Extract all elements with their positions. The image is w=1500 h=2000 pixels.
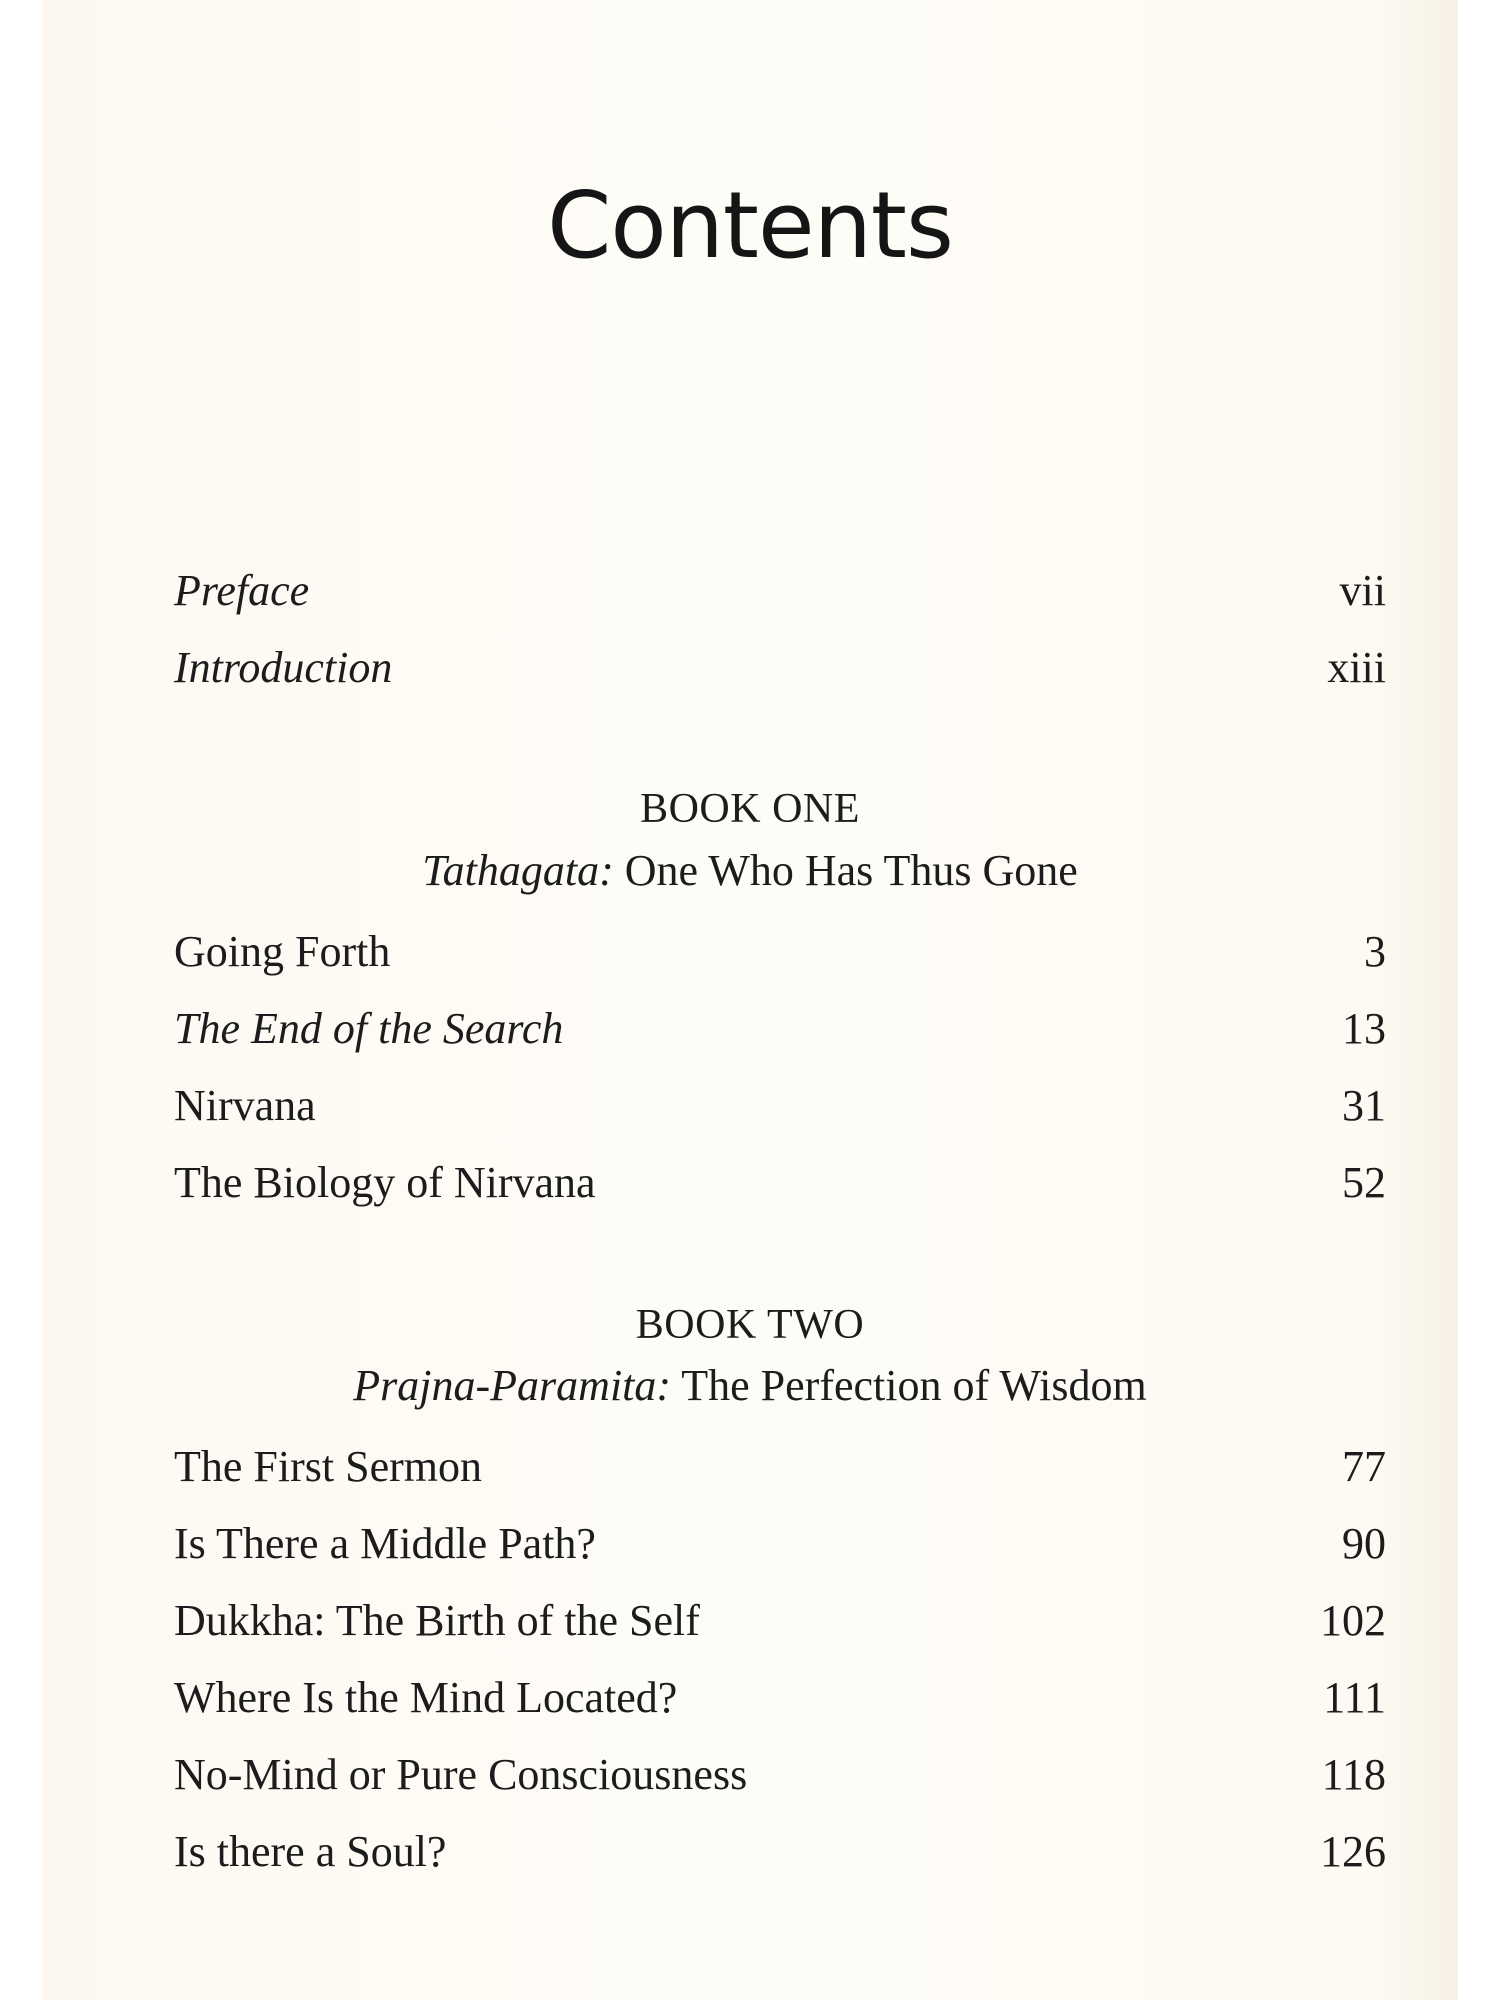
toc-entry-soul[interactable] xyxy=(174,1824,1386,1880)
toc-entry-page: 77 xyxy=(1342,1442,1386,1491)
book-one-subtitle xyxy=(42,843,1458,899)
book-one-subtitle-text: One Who Has Thus Gone xyxy=(613,846,1078,895)
toc-entry-page: 126 xyxy=(1320,1827,1386,1876)
toc-entry-no-mind[interactable] xyxy=(174,1747,1386,1803)
toc-entry-biology-of-nirvana[interactable] xyxy=(174,1155,1386,1211)
toc-entry-label: The First Sermon xyxy=(174,1442,482,1491)
toc-entry-label: Going Forth xyxy=(174,927,391,976)
toc-entry-label: Is There a Middle Path? xyxy=(174,1519,596,1568)
toc-entry-page: vii xyxy=(1339,566,1386,615)
toc-entry-going-forth[interactable] xyxy=(174,924,1386,980)
toc-entry-page: 13 xyxy=(1342,1004,1386,1053)
book-page xyxy=(42,0,1458,2000)
toc-entry-first-sermon[interactable] xyxy=(174,1439,1386,1495)
toc-entry-label: Nirvana xyxy=(174,1081,316,1130)
book-one-subtitle-emphasis: Tathagata: xyxy=(422,846,614,895)
toc-entry-middle-path[interactable] xyxy=(174,1516,1386,1572)
toc-entry-label: The Biology of Nirvana xyxy=(174,1158,596,1207)
toc-entry-page: 111 xyxy=(1323,1673,1386,1722)
toc-entry-label: The End of the Search xyxy=(174,1004,564,1053)
book-two-subtitle-text: The Perfection of Wisdom xyxy=(671,1361,1147,1410)
book-two-heading: BOOK TWO xyxy=(635,1302,865,1348)
toc-entry-page: 31 xyxy=(1342,1081,1386,1130)
toc-entry-page: 118 xyxy=(1321,1750,1386,1799)
toc-entry-page: 3 xyxy=(1364,927,1386,976)
toc-entry-label: Where Is the Mind Located? xyxy=(174,1673,678,1722)
toc-entry-page: xiii xyxy=(1327,643,1386,692)
toc-entry-dukkha[interactable] xyxy=(174,1593,1386,1649)
toc-entry-label: Is there a Soul? xyxy=(174,1827,447,1876)
book-one-heading: BOOK ONE xyxy=(640,786,860,832)
toc-entry-introduction[interactable] xyxy=(174,640,1386,696)
toc-entry-page: 90 xyxy=(1342,1519,1386,1568)
toc-entry-preface[interactable] xyxy=(174,563,1386,619)
book-two-subtitle xyxy=(42,1358,1458,1414)
toc-entry-mind-located[interactable] xyxy=(174,1670,1386,1726)
toc-entry-nirvana[interactable] xyxy=(174,1078,1386,1134)
toc-entry-page: 52 xyxy=(1342,1158,1386,1207)
toc-entry-end-of-search[interactable] xyxy=(174,1001,1386,1057)
toc-entry-label: Introduction xyxy=(174,643,393,692)
toc-entry-label: Dukkha: The Birth of the Self xyxy=(174,1596,700,1645)
book-two-subtitle-emphasis: Prajna-Paramita: xyxy=(353,1361,672,1410)
toc-entry-label: No-Mind or Pure Consciousness xyxy=(174,1750,748,1799)
page-title: Contents xyxy=(547,172,953,279)
toc-entry-label: Preface xyxy=(174,566,310,615)
toc-entry-page: 102 xyxy=(1320,1596,1386,1645)
